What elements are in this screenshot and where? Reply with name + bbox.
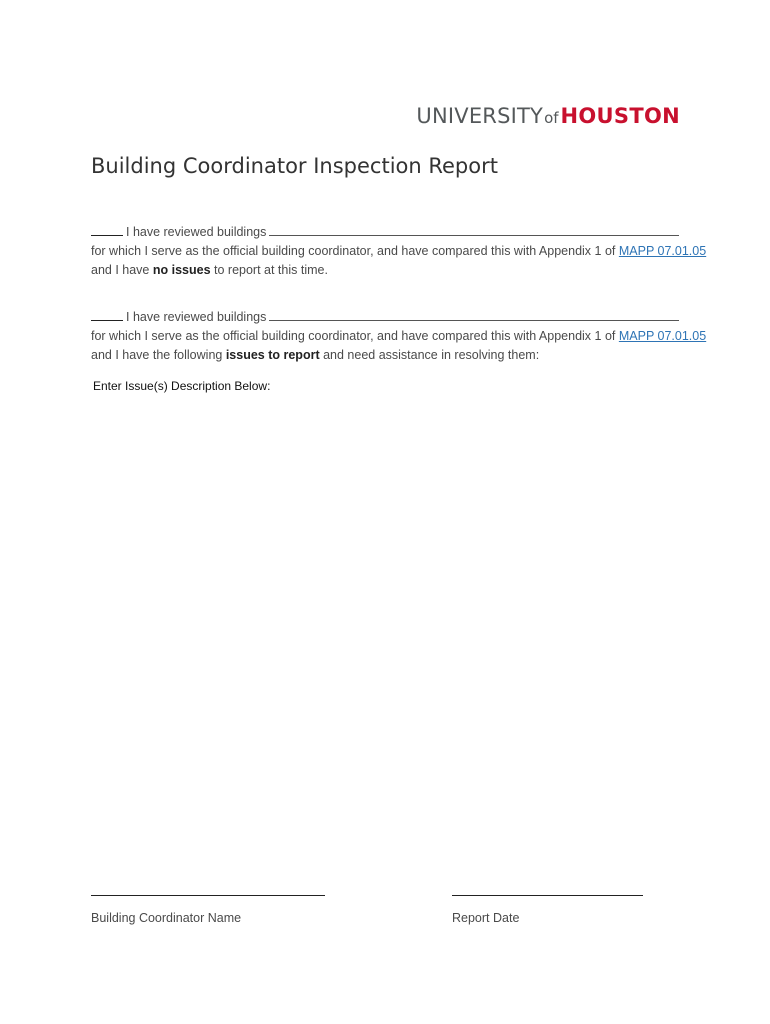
logo-university-text: UNIVERSITY (416, 104, 544, 128)
buildings-field-issues[interactable] (269, 309, 679, 321)
statement-no-issues-line-2 (91, 242, 706, 261)
university-logo (416, 104, 680, 128)
checkbox-no-issues-blank[interactable] (91, 224, 123, 236)
page-title: Building Coordinator Inspection Report (91, 154, 498, 178)
statement-issues-line-3 (91, 346, 706, 365)
issues-prefix: and I have the following (91, 348, 226, 362)
no-issues-suffix: to report at this time. (210, 263, 328, 277)
statement-issues-line-1 (91, 308, 706, 327)
logo-of-text: of (544, 109, 559, 127)
mapp-link[interactable]: MAPP 07.01.05 (618, 244, 707, 258)
issues-description-label: Enter Issue(s) Description Below: (93, 379, 271, 393)
statement-no-issues (91, 223, 706, 280)
report-date-field[interactable] (452, 895, 643, 896)
issues-emphasis: issues to report (225, 348, 320, 362)
coordinator-name-field[interactable] (91, 895, 325, 896)
coordinator-name-label: Building Coordinator Name (91, 911, 242, 925)
no-issues-emphasis: no issues (152, 263, 211, 277)
statement-issues-line-2 (91, 327, 706, 346)
report-date-label: Report Date (452, 911, 520, 925)
coordinator-text: for which I serve as the official building coordinator, and have compared this with Appendix 1 of (91, 244, 619, 258)
buildings-field-no-issues[interactable] (269, 224, 679, 236)
checkbox-issues-blank[interactable] (91, 309, 123, 321)
coordinator-text: for which I serve as the official building coordinator, and have compared this with Appendix 1 of (91, 329, 619, 343)
statement-no-issues-line-1 (91, 223, 706, 242)
no-issues-prefix: and I have (91, 263, 153, 277)
statement-issues (91, 308, 706, 365)
reviewed-buildings-text: I have reviewed buildings (126, 225, 267, 239)
reviewed-buildings-text: I have reviewed buildings (126, 310, 267, 324)
issues-suffix: and need assistance in resolving them: (319, 348, 540, 362)
logo-houston-text: HOUSTON (560, 104, 680, 128)
mapp-link[interactable]: MAPP 07.01.05 (618, 329, 707, 343)
statement-no-issues-line-3 (91, 261, 706, 280)
